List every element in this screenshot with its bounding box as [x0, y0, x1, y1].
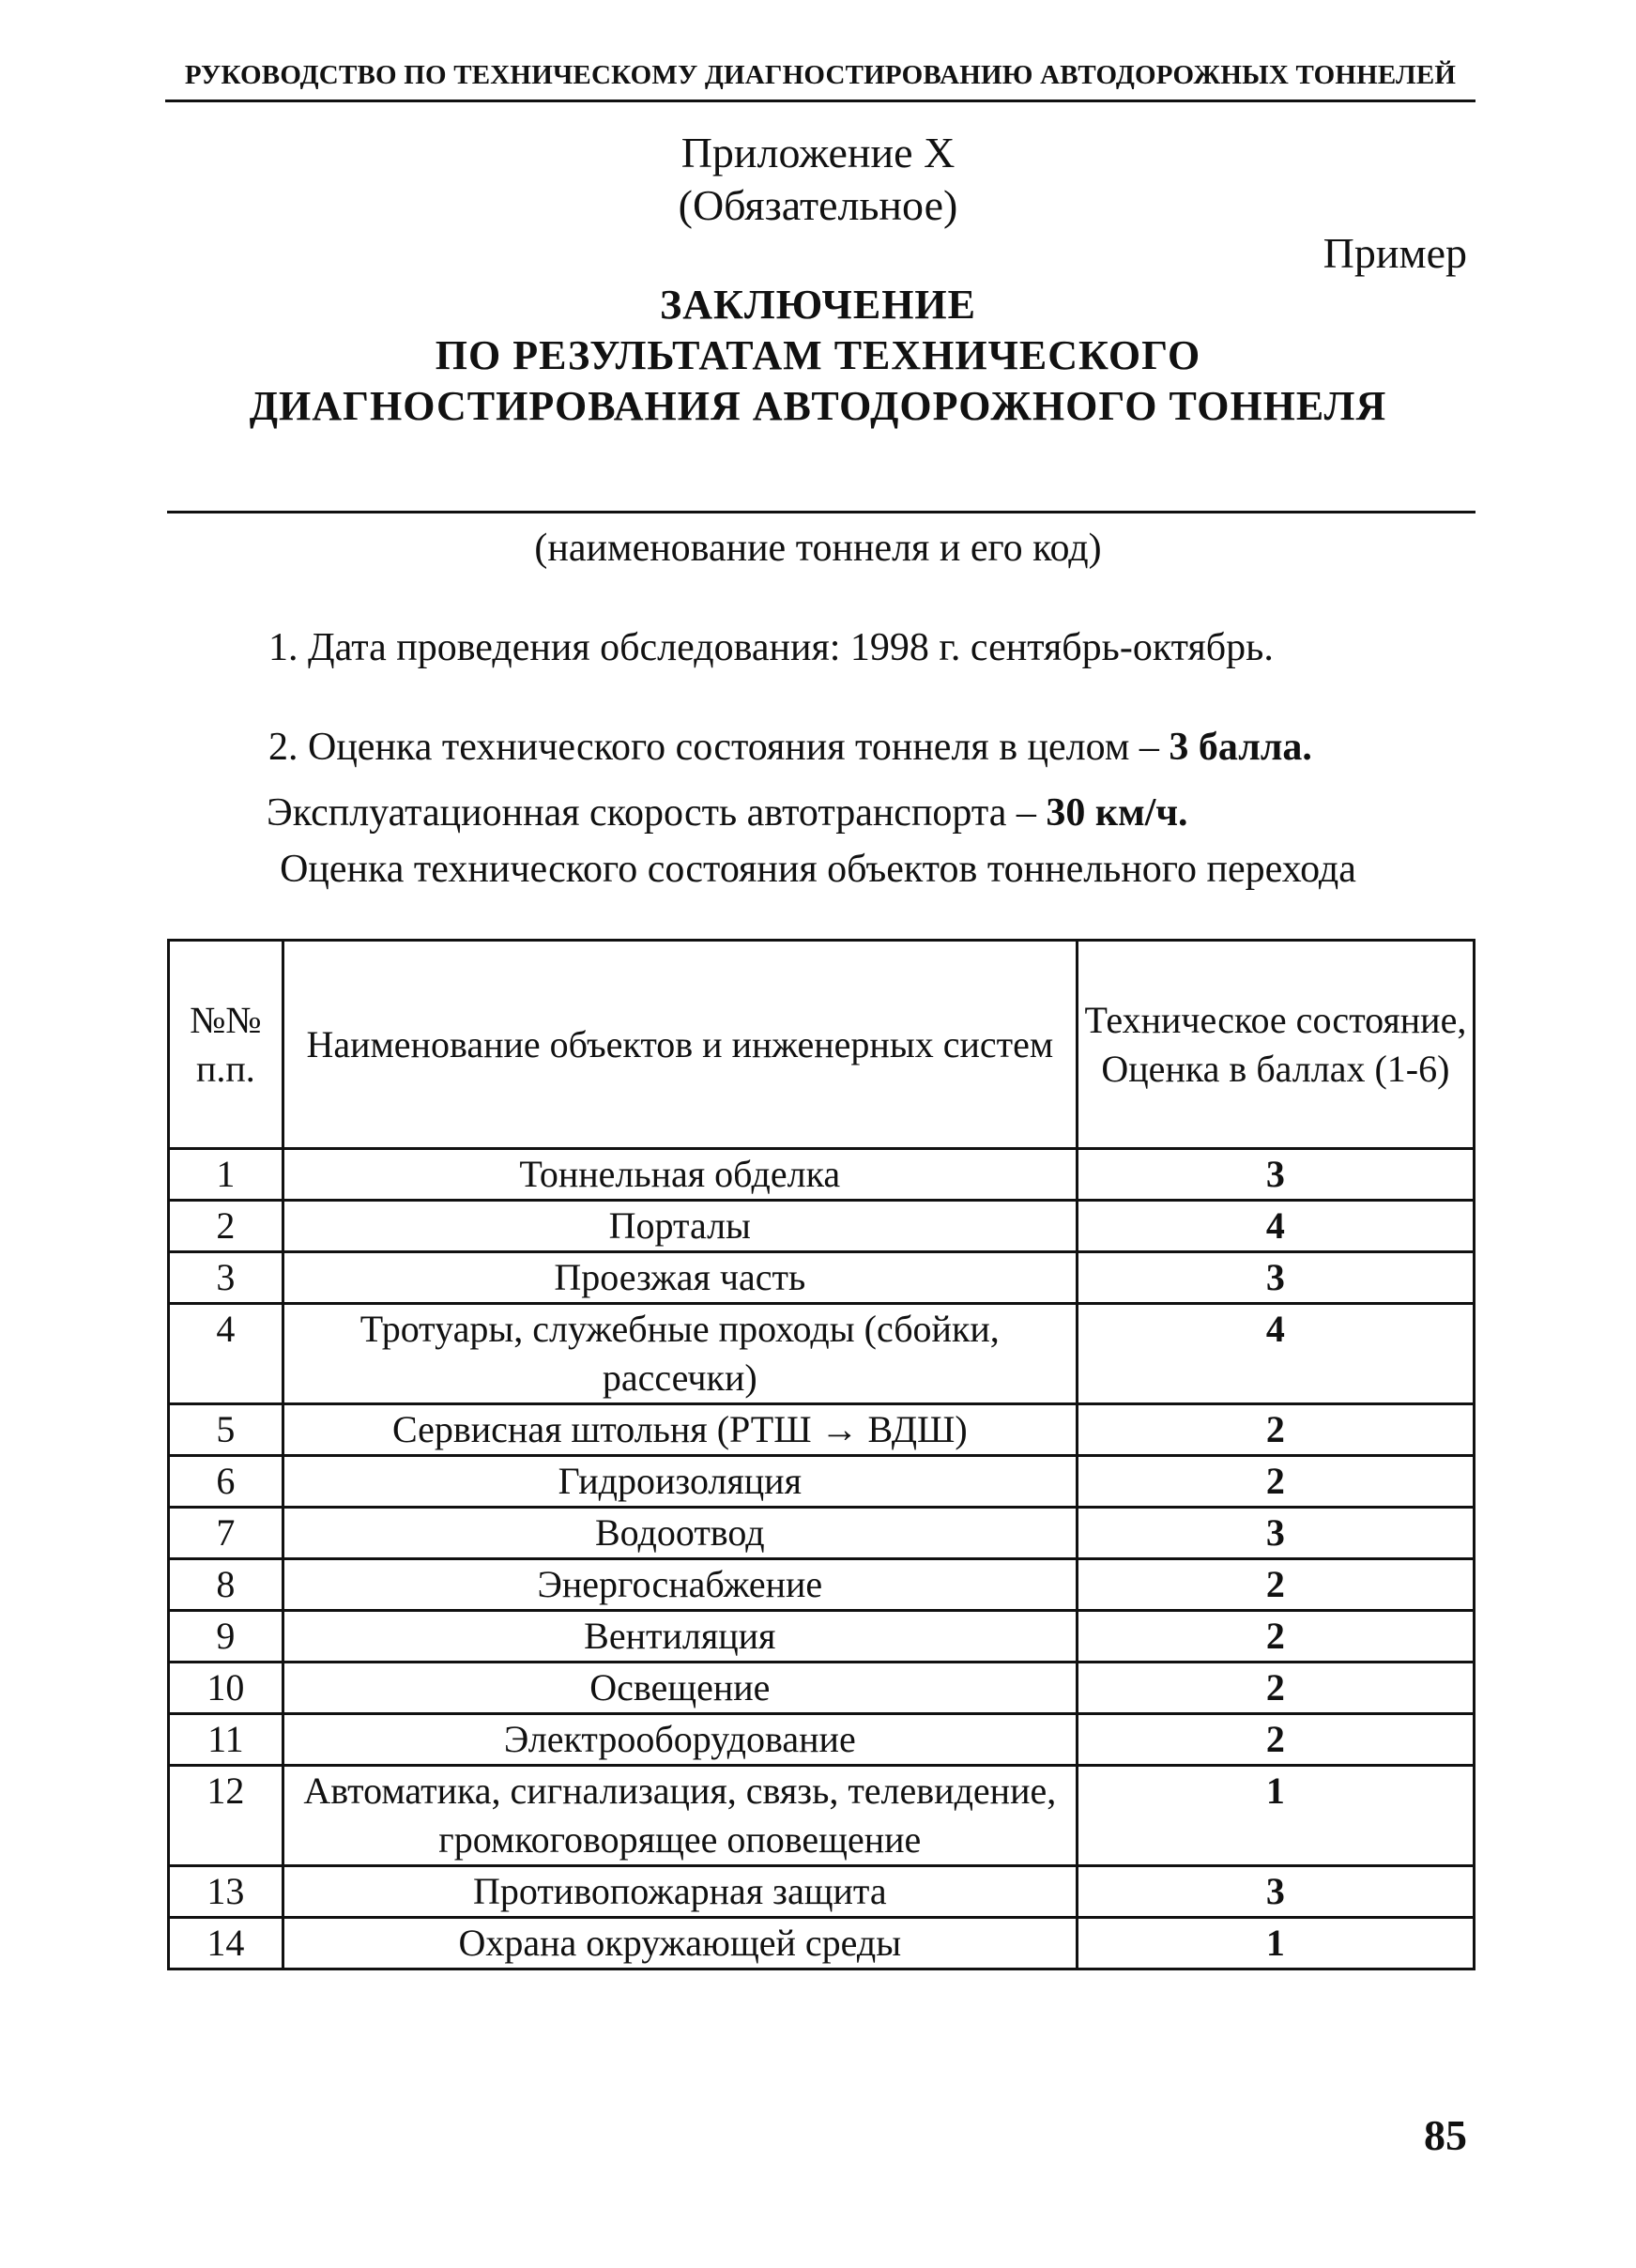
table-row — [169, 1766, 1475, 1866]
table-row — [169, 1404, 1475, 1456]
row-object-name: Освещение — [283, 1663, 1077, 1714]
table-row — [169, 1456, 1475, 1508]
operating-speed-value: 30 км/ч. — [1046, 791, 1188, 835]
assessment-table — [167, 939, 1475, 1970]
row-number: 10 — [169, 1663, 283, 1714]
tunnel-name-caption: (наименование тоннеля и его код) — [534, 527, 1102, 570]
row-number: 8 — [169, 1559, 283, 1611]
row-object-name: Вентиляция — [283, 1611, 1077, 1663]
page-number: 85 — [1424, 2111, 1467, 2159]
row-object-name: Порталы — [283, 1201, 1077, 1252]
header-number: №№ п.п. — [169, 941, 283, 1149]
table-row — [169, 1714, 1475, 1766]
document-title-line-1: ЗАКЛЮЧЕНИЕ — [660, 282, 976, 328]
table-row — [169, 1559, 1475, 1611]
table-row — [169, 1866, 1475, 1918]
row-number: 3 — [169, 1252, 283, 1304]
row-number: 6 — [169, 1456, 283, 1508]
table-row — [169, 1918, 1475, 1969]
tunnel-name-fill-line — [167, 511, 1475, 513]
survey-date-item: 1. Дата проведения обследования: 1998 г. сентябрь-октябрь. — [268, 626, 1274, 669]
row-score: 3 — [1077, 1252, 1474, 1304]
row-score: 2 — [1077, 1404, 1474, 1456]
row-object-name: Тоннельная обделка — [283, 1149, 1077, 1201]
table-row — [169, 1252, 1475, 1304]
table-row — [169, 1201, 1475, 1252]
table-row — [169, 1304, 1475, 1404]
row-number: 7 — [169, 1508, 283, 1559]
document-title-line-3: ДИАГНОСТИРОВАНИЯ АВТОДОРОЖНОГО ТОННЕЛЯ — [249, 383, 1387, 429]
appendix-status: (Обязательное) — [678, 181, 958, 229]
running-header: РУКОВОДСТВО ПО ТЕХНИЧЕСКОМУ ДИАГНОСТИРОВАНИЮ АВТОДОРОЖНЫХ ТОННЕЛЕЙ — [184, 60, 1457, 90]
row-score: 2 — [1077, 1663, 1474, 1714]
row-object-name: Гидроизоляция — [283, 1456, 1077, 1508]
overall-assessment-text: 2. Оценка технического состояния тоннеля в целом – — [268, 726, 1170, 769]
table-body — [169, 1149, 1475, 1969]
row-number: 11 — [169, 1714, 283, 1766]
row-number: 12 — [169, 1766, 283, 1866]
table-row — [169, 1149, 1475, 1201]
row-score: 2 — [1077, 1611, 1474, 1663]
row-number: 4 — [169, 1304, 283, 1404]
row-score: 4 — [1077, 1304, 1474, 1404]
row-object-name: Электрооборудование — [283, 1714, 1077, 1766]
row-score: 4 — [1077, 1201, 1474, 1252]
row-score: 1 — [1077, 1918, 1474, 1969]
row-number: 14 — [169, 1918, 283, 1969]
table-caption: Оценка технического состояния объектов тоннельного перехода — [280, 848, 1356, 891]
row-object-name: Противопожарная защита — [283, 1866, 1077, 1918]
row-object-name: Энергоснабжение — [283, 1559, 1077, 1611]
row-number: 5 — [169, 1404, 283, 1456]
document-title-line-2: ПО РЕЗУЛЬТАТАМ ТЕХНИЧЕСКОГО — [435, 332, 1201, 378]
row-score: 3 — [1077, 1149, 1474, 1201]
table-row — [169, 1663, 1475, 1714]
row-number: 2 — [169, 1201, 283, 1252]
row-object-name: Проезжая часть — [283, 1252, 1077, 1304]
header-score: Техническое состояние, Оценка в баллах (1-6) — [1077, 941, 1474, 1149]
table-row — [169, 1508, 1475, 1559]
row-object-name: Водоотвод — [283, 1508, 1077, 1559]
header-name: Наименование объектов и инженерных систем — [283, 941, 1077, 1149]
header-rule — [165, 100, 1475, 102]
row-score: 2 — [1077, 1456, 1474, 1508]
row-score: 3 — [1077, 1508, 1474, 1559]
example-label: Пример — [1323, 229, 1467, 277]
row-object-name: Автоматика, сигнализация, связь, телевидение, громкоговорящее оповещение — [283, 1766, 1077, 1866]
overall-assessment-item — [268, 725, 1312, 770]
row-score: 2 — [1077, 1559, 1474, 1611]
row-score: 1 — [1077, 1766, 1474, 1866]
operating-speed — [267, 790, 1188, 835]
row-number: 1 — [169, 1149, 283, 1201]
row-object-name: Тротуары, служебные проходы (сбойки, рассечки) — [283, 1304, 1077, 1404]
row-score: 2 — [1077, 1714, 1474, 1766]
overall-assessment-value: 3 балла. — [1169, 726, 1312, 769]
table-header-row — [169, 941, 1475, 1149]
appendix-title: Приложение X — [680, 129, 956, 176]
row-number: 9 — [169, 1611, 283, 1663]
table-row — [169, 1611, 1475, 1663]
row-object-name: Охрана окружающей среды — [283, 1918, 1077, 1969]
row-number: 13 — [169, 1866, 283, 1918]
row-score: 3 — [1077, 1866, 1474, 1918]
operating-speed-text: Эксплуатационная скорость автотранспорта – — [267, 791, 1047, 835]
row-object-name: Сервисная штольня (РТШ → ВДШ) — [283, 1404, 1077, 1456]
